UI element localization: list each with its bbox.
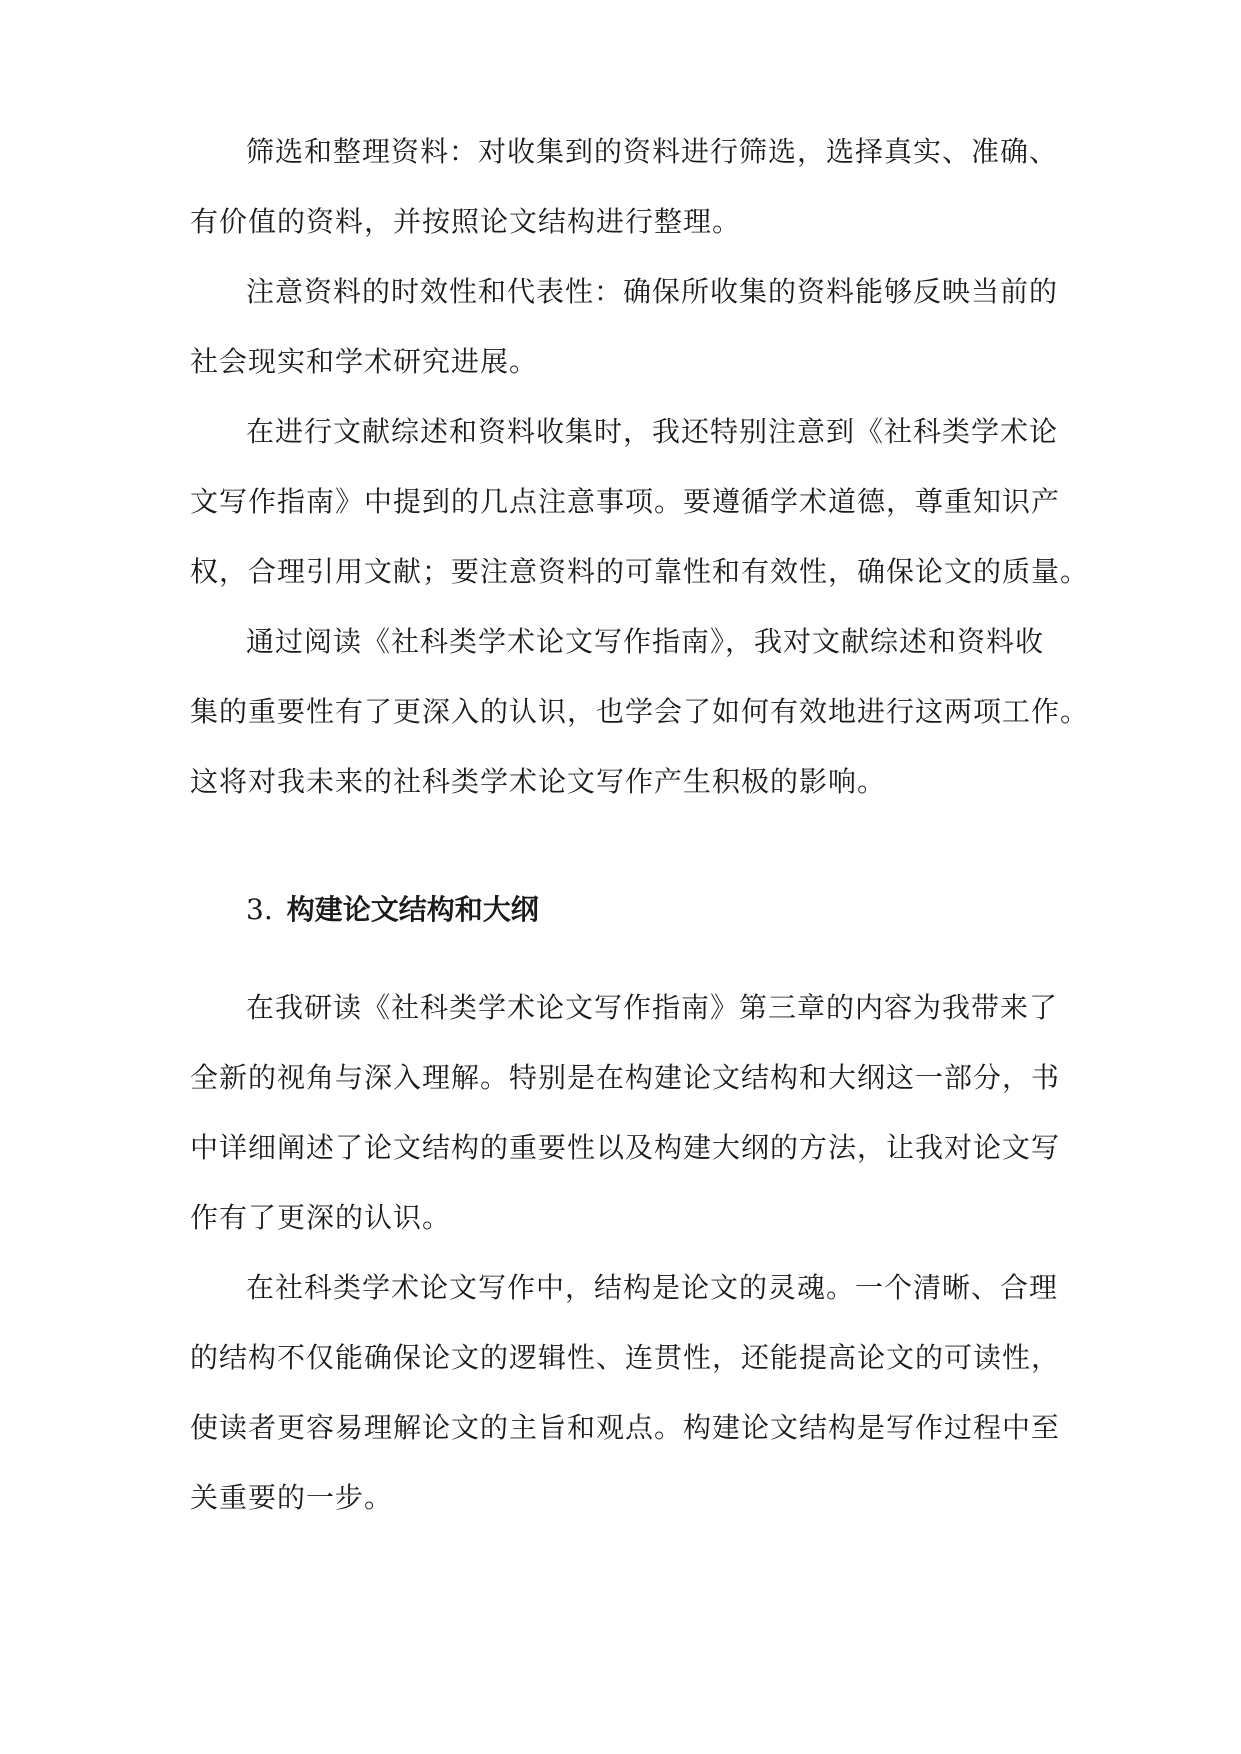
text-line: 全新的视角与深入理解。特别是在构建论文结构和大纲这一部分，书 xyxy=(190,1061,1061,1094)
section-title: 构建论文结构和大纲 xyxy=(286,893,539,926)
text-line: 中详细阐述了论文结构的重要性以及构建大纲的方法，让我对论文写 xyxy=(190,1131,1061,1164)
text-line: 关重要的一步。 xyxy=(190,1481,394,1514)
section-heading xyxy=(246,890,539,930)
text-line: 使读者更容易理解论文的主旨和观点。构建论文结构是写作过程中至 xyxy=(190,1411,1061,1444)
text-line: 权，合理引用文献；要注意资料的可靠性和有效性，确保论文的质量。 xyxy=(190,555,1090,588)
text-line: 有价值的资料，并按照论文结构进行整理。 xyxy=(190,205,742,238)
text-line: 作有了更深的认识。 xyxy=(190,1201,452,1234)
text-line: 在社科类学术论文写作中，结构是论文的灵魂。一个清晰、合理 xyxy=(246,1271,1059,1304)
text-line: 通过阅读《社科类学术论文写作指南》，我对文献综述和资料收 xyxy=(246,625,1045,658)
text-line: 在进行文献综述和资料收集时，我还特别注意到《社科类学术论 xyxy=(246,415,1059,448)
text-line: 文写作指南》中提到的几点注意事项。要遵循学术道德，尊重知识产 xyxy=(190,485,1061,518)
text-line: 在我研读《社科类学术论文写作指南》第三章的内容为我带来了 xyxy=(246,991,1059,1024)
text-line: 的结构不仅能确保论文的逻辑性、连贯性，还能提高论文的可读性， xyxy=(190,1341,1061,1374)
text-line: 社会现实和学术研究进展。 xyxy=(190,345,539,378)
text-line: 集的重要性有了更深入的认识，也学会了如何有效地进行这两项工作。 xyxy=(190,695,1090,728)
text-line: 注意资料的时效性和代表性：确保所收集的资料能够反映当前的 xyxy=(246,275,1059,308)
text-line: 筛选和整理资料：对收集到的资料进行筛选，选择真实、准确、 xyxy=(246,135,1059,168)
text-line: 这将对我未来的社科类学术论文写作产生积极的影响。 xyxy=(190,765,887,798)
section-number: 3. xyxy=(246,893,273,926)
